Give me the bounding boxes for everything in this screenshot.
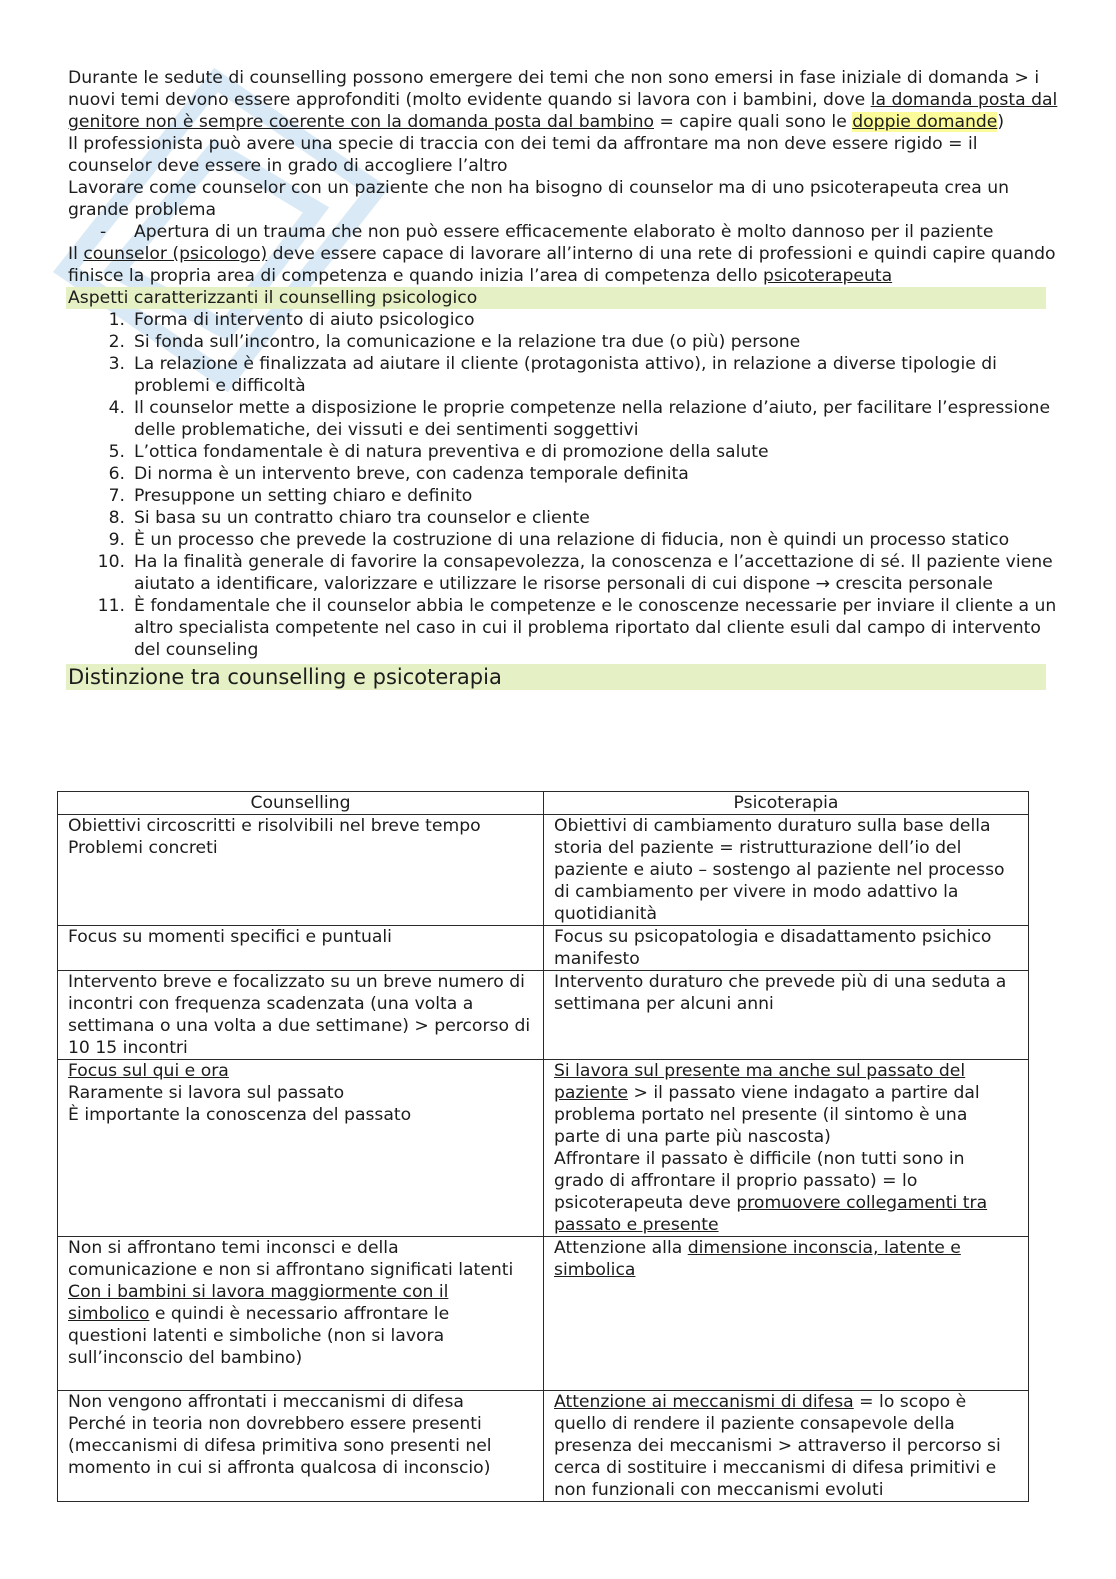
table-row [58, 815, 1029, 926]
intro-paragraph-1: Durante le sedute di counselling possono emergere dei temi che non sono emersi in fase iniziale di domanda > i nuovi temi devono essere approfonditi (molto evidente quando si lavora con i bambini, dove la domanda posta dal genitore non è sempre coerente con la domanda posta dal bambino = capire quali sono le doppie domande) [68, 68, 1058, 132]
dash-list-item: - Apertura di un trauma che non può essere efficacemente elaborato è molto dannoso per il paziente [100, 222, 994, 242]
distinction-heading: Distinzione tra counselling e psicoterapia [66, 664, 1046, 690]
list-item: 6. Di norma è un intervento breve, con cadenza temporale definita [108, 464, 689, 484]
table-cell-psicoterapia: Attenzione ai meccanismi di difesa = lo scopo è quello di rendere il paziente consapevole della presenza dei meccanismi > attraverso il percorso si cerca di sostituire i meccanismi di difesa primitivi e non funzionali con meccanismi evoluti [544, 1391, 1029, 1502]
comparison-table [57, 791, 1029, 1502]
table-row [58, 1237, 1029, 1391]
aspects-heading: Aspetti caratterizzanti il counselling psicologico [66, 287, 1046, 309]
list-item: 10. Ha la finalità generale di favorire la consapevolezza, la conoscenza e l’accettazione di sé. Il paziente viene aiutato a identificare, valorizzare e utilizzare le risorse personali di cui dispone → crescita personale [97, 552, 1053, 594]
list-item: 1. Forma di intervento di aiuto psicologico [108, 310, 475, 330]
list-item: 8. Si basa su un contratto chiaro tra counselor e cliente [108, 508, 590, 528]
table-cell-counselling: Focus su momenti specifici e puntuali [58, 926, 544, 971]
list-item: 9. È un processo che prevede la costruzione di una relazione di fiducia, non è quindi un processo statico [108, 530, 1010, 550]
list-item: 5. L’ottica fondamentale è di natura preventiva e di promozione della salute [108, 442, 769, 462]
table-cell-counselling: Non vengono affrontati i meccanismi di difesa Perché in teoria non dovrebbero essere presenti (meccanismi di difesa primitiva sono presenti nel momento in cui si affronta qualcosa di inconscio) [58, 1391, 544, 1502]
table-row [58, 1391, 1029, 1502]
table-row [58, 971, 1029, 1060]
intro-paragraph-2: Il professionista può avere una specie di traccia con dei temi da affrontare ma non deve essere rigido = il counselor deve essere in grado di accogliere l’altro [68, 134, 978, 176]
table-row [58, 1060, 1029, 1237]
table-cell-counselling: Focus sul qui e ora Raramente si lavora sul passato È importante la conoscenza del passato [58, 1060, 544, 1237]
table-row [58, 926, 1029, 971]
table-cell-counselling: Intervento breve e focalizzato su un breve numero di incontri con frequenza scadenzata (una volta a settimana o una volta a due settimane) > percorso di 10 15 incontri [58, 971, 544, 1060]
table-cell-counselling: Non si affrontano temi inconsci e della comunicazione e non si affrontano significati latenti Con i bambini si lavora maggiormente con il simbolico e quindi è necessario affrontare le questioni latenti e simboliche (non si lavora sull’inconscio del bambino) [58, 1237, 544, 1391]
table-cell-psicoterapia: Si lavora sul presente ma anche sul passato del paziente > il passato viene indagato a partire dal problema portato nel presente (il sintomo è una parte di una parte più nascosta) Affrontare il passato è difficile (non tutti sono in grado di affrontare il proprio passato) = lo psicoterapeuta deve promuovere collegamenti tra passato e presente [544, 1060, 1029, 1237]
table-cell-psicoterapia: Attenzione alla dimensione inconscia, latente e simbolica [544, 1237, 1029, 1391]
list-item: 7. Presuppone un setting chiaro e definito [108, 486, 473, 506]
column-header-counselling: Counselling [58, 792, 544, 815]
table-cell-psicoterapia: Intervento duraturo che prevede più di una seduta a settimana per alcuni anni [544, 971, 1029, 1060]
intro-paragraph-4: Il counselor (psicologo) deve essere capace di lavorare all’interno di una rete di professioni e quindi capire quando finisce la propria area di competenza e quando inizia l’area di competenza dello psicoterapeuta [68, 244, 1056, 286]
intro-paragraph-3: Lavorare come counselor con un paziente che non ha bisogno di counselor ma di uno psicoterapeuta crea un grande problema [68, 178, 1010, 220]
list-item: 3. La relazione è finalizzata ad aiutare il cliente (protagonista attivo), in relazione a diverse tipologie di problemi e difficoltà [108, 354, 997, 396]
list-item: 2. Si fonda sull’incontro, la comunicazione e la relazione tra due (o più) persone [108, 332, 801, 352]
document-body [68, 67, 1058, 690]
list-item: 4. Il counselor mette a disposizione le proprie competenze nella relazione d’aiuto, per facilitare l’espressione delle problematiche, dei vissuti e dei sentimenti soggettivi [108, 398, 1051, 440]
table-cell-psicoterapia: Focus su psicopatologia e disadattamento psichico manifesto [544, 926, 1029, 971]
aspects-list [68, 309, 1058, 661]
column-header-psicoterapia: Psicoterapia [544, 792, 1029, 815]
table-cell-psicoterapia: Obiettivi di cambiamento duraturo sulla base della storia del paziente = ristrutturazione dell’io del paziente e aiuto – sostengo al paziente nel processo di cambiamento per vivere in modo adattivo la quotidianità [544, 815, 1029, 926]
table-cell-counselling: Obiettivi circoscritti e risolvibili nel breve tempo Problemi concreti [58, 815, 544, 926]
table-header-row [58, 792, 1029, 815]
list-item: 11. È fondamentale che il counselor abbia le competenze e le conoscenze necessarie per inviare il cliente a un altro specialista competente nel caso in cui il problema riportato dal cliente esuli dal campo di intervento del counseling [97, 596, 1057, 660]
